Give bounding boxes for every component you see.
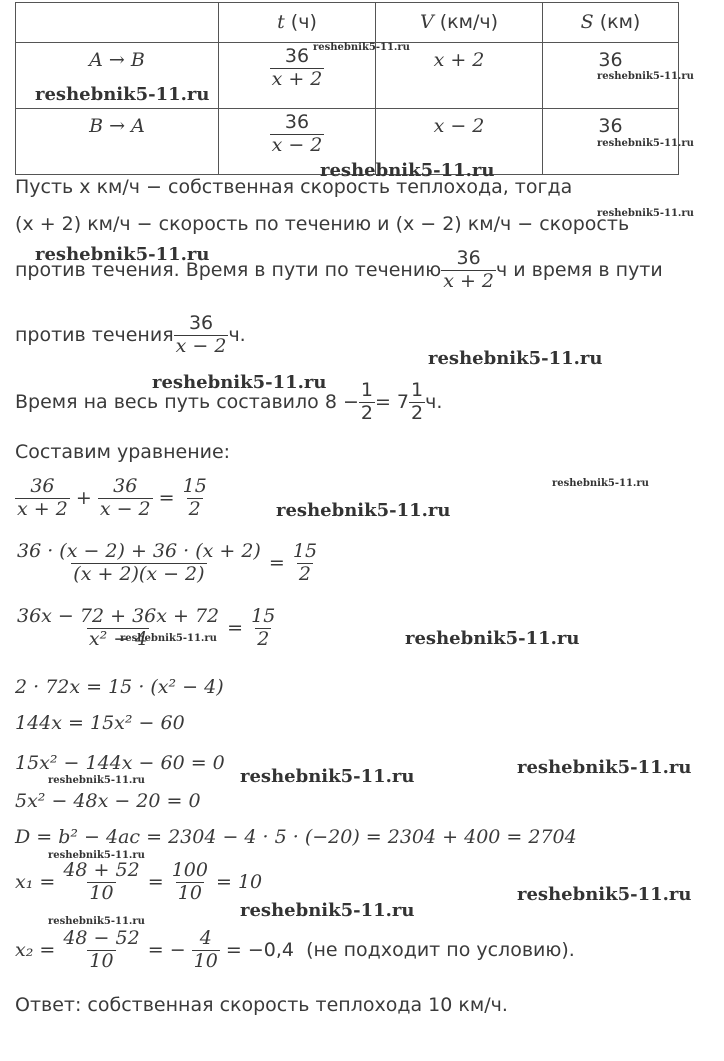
watermark: reshebnik5-11.ru (240, 766, 415, 787)
text-line-5: Время на весь путь составило 8 − $\frac{1}{2}$ = 7 $\frac{1}{2}$ ч. (15, 379, 443, 424)
fraction: $\frac{1}{2}$ (411, 379, 424, 424)
watermark: reshebnik5-11.ru (48, 916, 145, 927)
watermark: reshebnik5-11.ru (428, 348, 603, 369)
time-cell: $\frac{36}{x + 2}$ (219, 43, 376, 109)
watermark: reshebnik5-11.ru (240, 900, 415, 921)
root-x1: x₁ = $\frac{48 + 52}{10}$ = $\frac{100}{10}$ = 10 (15, 859, 263, 904)
watermark: reshebnik5-11.ru (517, 884, 692, 905)
watermark: reshebnik5-11.ru (405, 628, 580, 649)
distance-cell: 36 (543, 109, 679, 175)
fraction: $\frac{1}{2}$ (360, 379, 373, 424)
equation-5: 144x = 15x² − 60 (15, 712, 185, 734)
fraction: $\frac{36}{x - 2}$ (175, 312, 227, 357)
fraction: $\frac{36}{x + 2}$ (443, 247, 494, 292)
distance-cell: 36 (543, 43, 679, 109)
watermark: reshebnik5-11.ru (35, 244, 210, 265)
watermark: reshebnik5-11.ru (552, 478, 649, 489)
watermark: reshebnik5-11.ru (597, 138, 694, 149)
header-distance: S (км) (543, 3, 679, 43)
answer: Ответ: собственная скорость теплохода 10 км/ч. (15, 994, 508, 1016)
equation-1: $\frac{36}{x + 2}$ + $\frac{36}{x - 2}$ = $\frac{15}{2}$ (17, 475, 207, 520)
header-speed: V (км/ч) (376, 3, 543, 43)
watermark: reshebnik5-11.ru (517, 757, 692, 778)
watermark: reshebnik5-11.ru (276, 500, 451, 521)
time-cell: $\frac{36}{x - 2}$ (219, 109, 376, 175)
text-line-2: (x + 2) км/ч − скорость по течению и (x − 2) км/ч − скорость (15, 213, 630, 235)
watermark: reshebnik5-11.ru (35, 84, 210, 105)
watermark: reshebnik5-11.ru (48, 775, 145, 786)
equation-4: 2 · 72x = 15 · (x² − 4) (15, 676, 224, 698)
equation-3: $\frac{36x - 72 + 36x + 72}{\text{x² − 4}}$ = $\frac{15}{2}$ (17, 605, 276, 650)
equation-6: 15x² − 144x − 60 = 0 (15, 752, 225, 774)
header-empty (16, 3, 219, 43)
speed-cell: x − 2 (376, 109, 543, 175)
watermark: reshebnik5-11.ru (313, 42, 410, 53)
watermark: reshebnik5-11.ru (152, 372, 327, 393)
text-line-1: Пусть x км/ч − собственная скорость теплохода, тогда (15, 176, 573, 198)
watermark: reshebnik5-11.ru (48, 850, 145, 861)
route-cell: A → B (16, 43, 219, 109)
text-line-6: Составим уравнение: (15, 441, 231, 463)
watermark: reshebnik5-11.ru (320, 160, 495, 181)
watermark: reshebnik5-11.ru (597, 71, 694, 82)
header-time: t (ч) (219, 3, 376, 43)
equation-2: $\frac{36 \cdot (x - 2) + 36 \cdot (x + 2)}{(x + 2)(x - 2)}$ = $\frac{15}{2}$ (17, 540, 318, 585)
text-line-4: против течения $\frac{36}{x - 2}$ ч. (15, 312, 246, 357)
equation-7: 5x² − 48x − 20 = 0 (15, 790, 201, 812)
discriminant: D = b² − 4ac = 2304 − 4 · 5 · (−20) = 2304 + 400 = 2704 (15, 826, 577, 848)
speed-cell: x + 2 (376, 43, 543, 109)
text-line-3: против течения. Время в пути по течению $\frac{36}{x + 2}$ ч и время в пути (15, 247, 663, 292)
watermark: reshebnik5-11.ru (597, 208, 694, 219)
table-header-row (16, 3, 679, 43)
root-x2: x₂ = $\frac{48 - 52}{10}$ = − $\frac{4}{10}$ = −0,4 (не подходит по условию). (15, 927, 575, 972)
route-cell: B → A (16, 109, 219, 175)
watermark: reshebnik5-11.ru (120, 633, 217, 644)
